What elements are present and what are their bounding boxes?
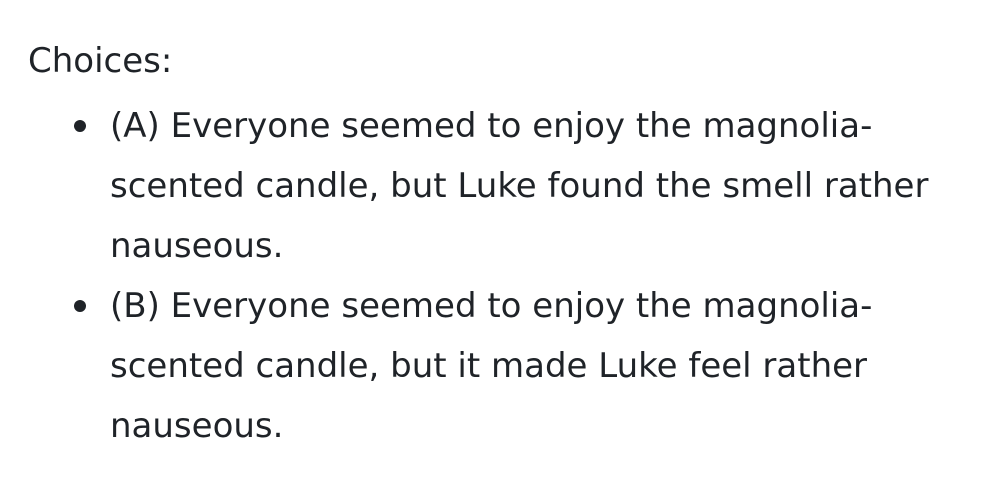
choice-b-line-1: (B) Everyone seemed to enjoy the magnolia- xyxy=(110,286,873,326)
choice-b-line-3: nauseous. xyxy=(110,406,284,446)
choices-heading: Choices: xyxy=(28,41,173,81)
choice-b-line-2: scented candle, but it made Luke feel rather xyxy=(110,346,868,386)
bullet-icon xyxy=(74,120,86,132)
choice-list xyxy=(28,96,968,456)
bullet-icon xyxy=(74,300,86,312)
choice-item-a xyxy=(28,96,968,276)
choice-item-b xyxy=(28,276,968,456)
choices-section xyxy=(28,36,968,456)
choice-a-line-3: nauseous. xyxy=(110,226,284,266)
choice-a-line-2: scented candle, but Luke found the smell rather xyxy=(110,166,929,206)
choice-a-line-1: (A) Everyone seemed to enjoy the magnolia- xyxy=(110,106,873,146)
